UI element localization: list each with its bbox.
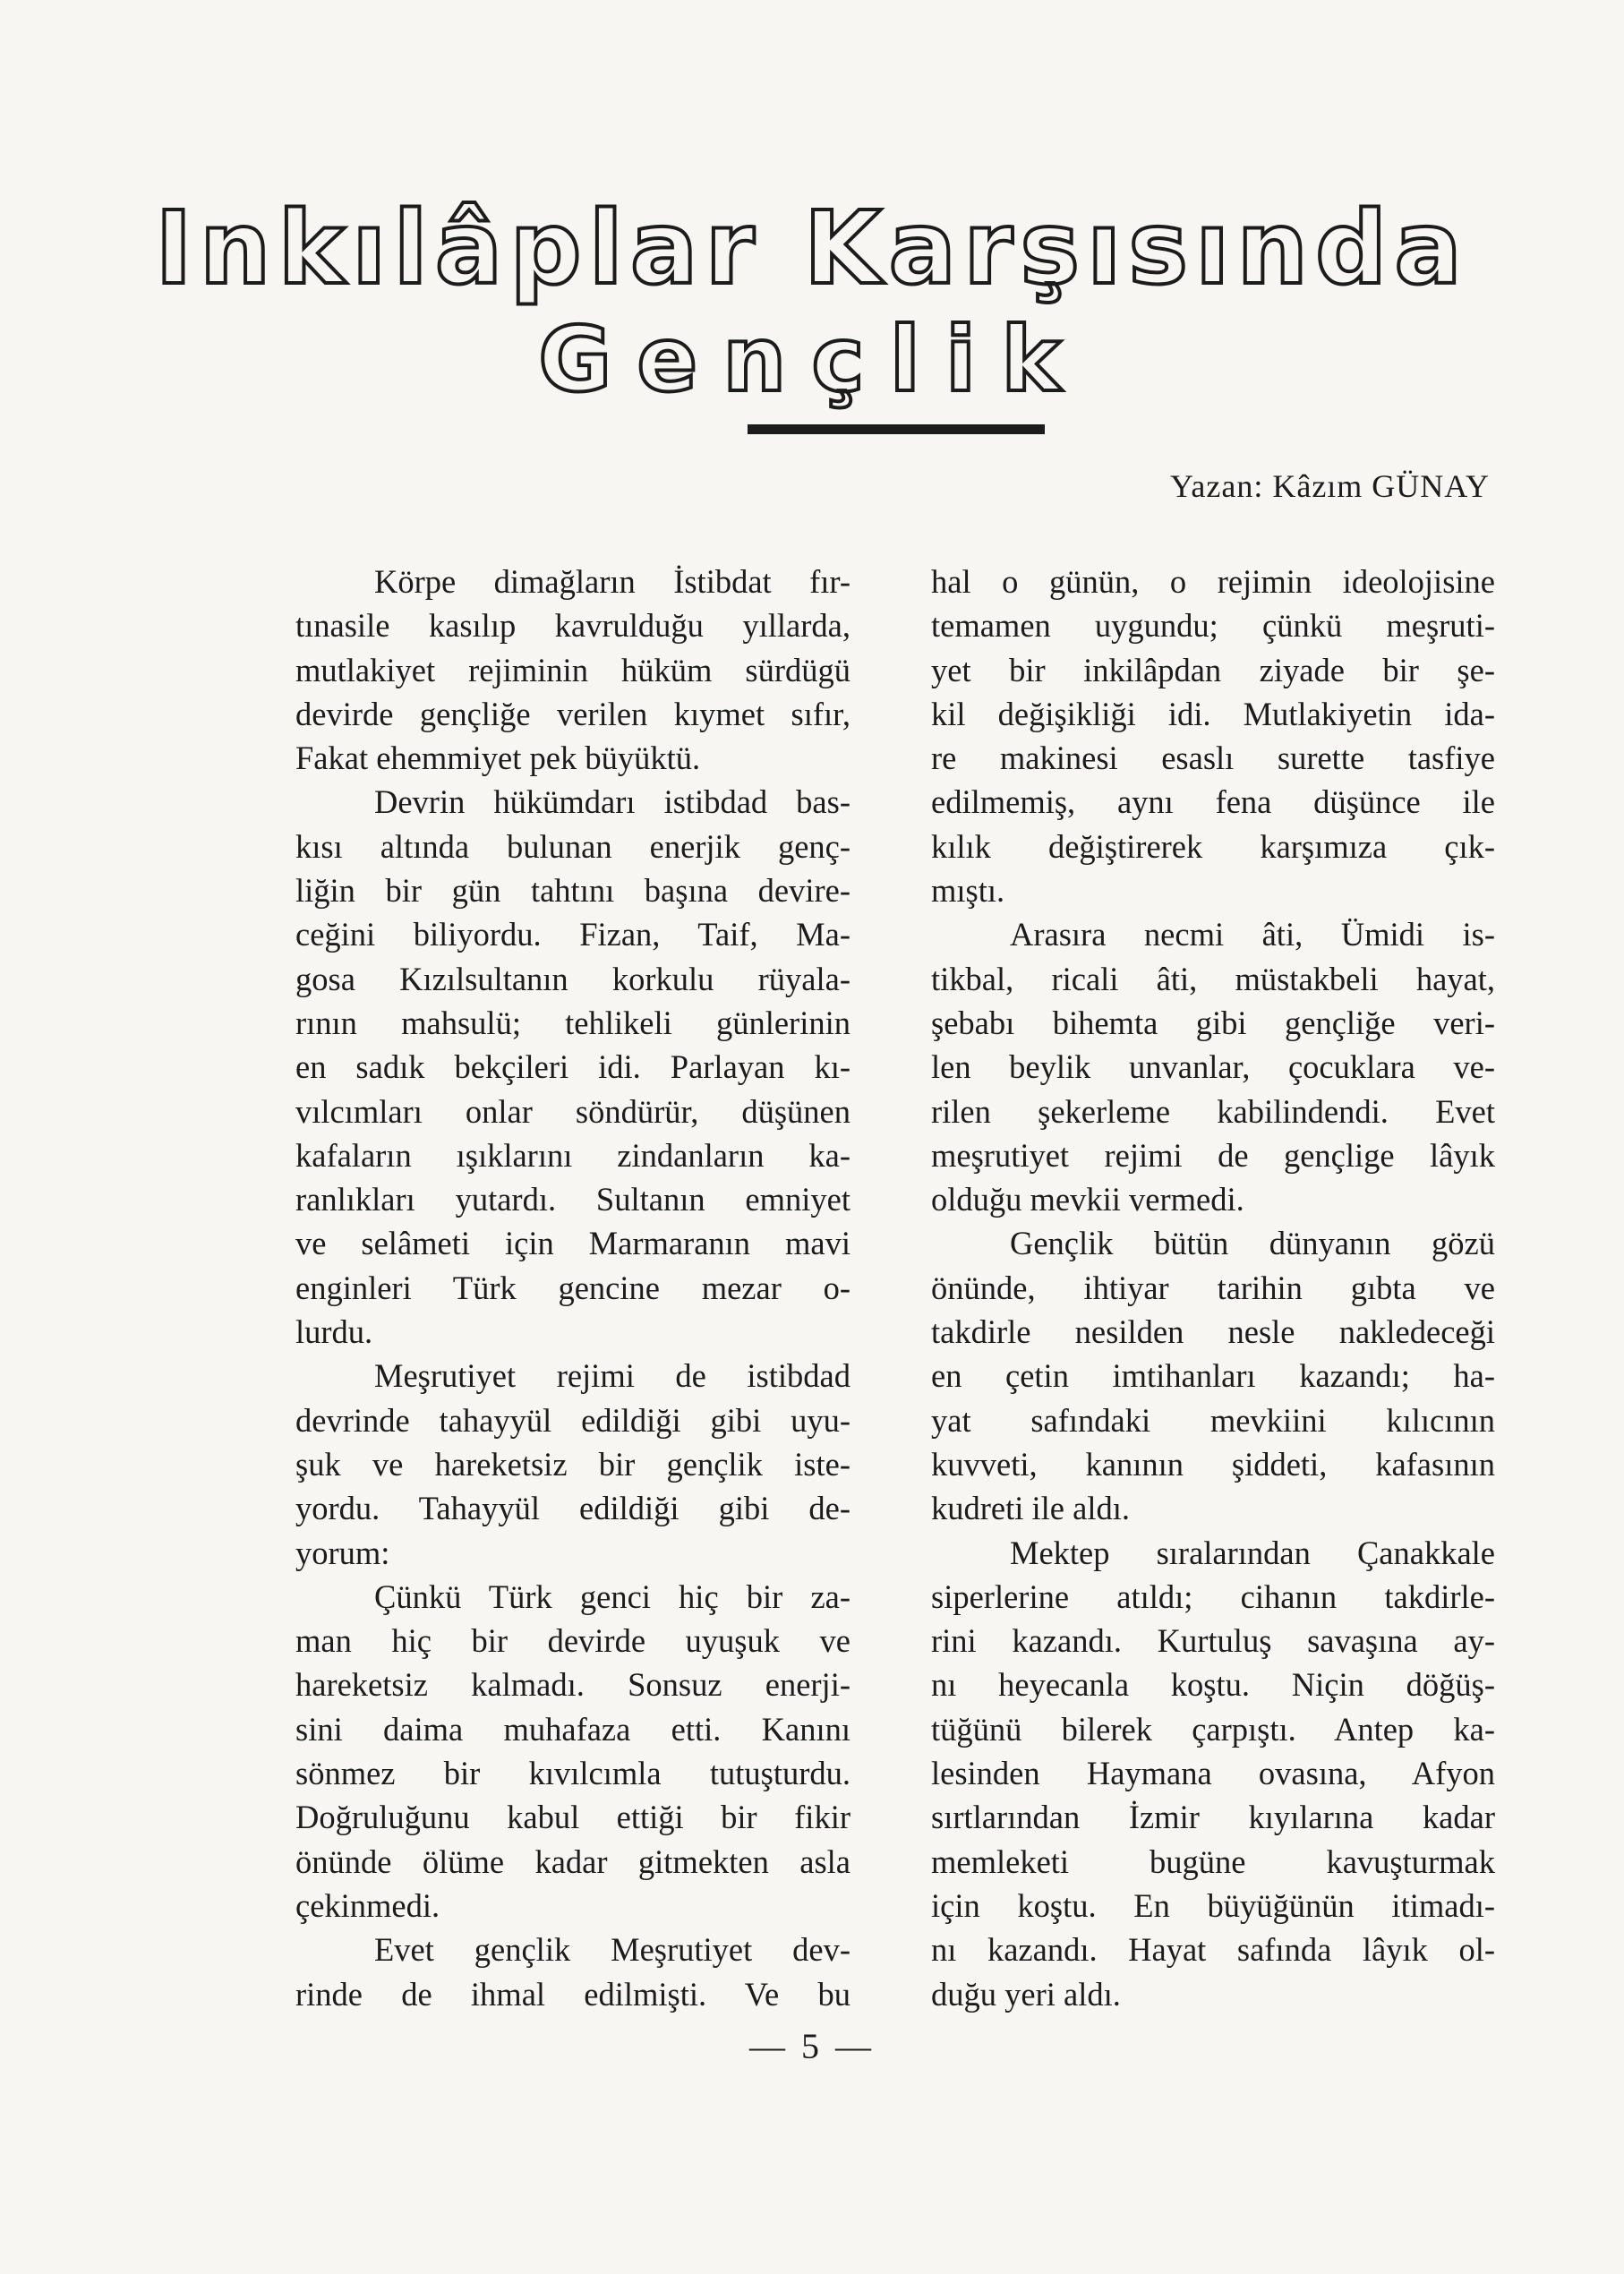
text-line: önünde ölüme kadar gitmekten asla	[295, 1842, 850, 1880]
text-line: edilmemiş, aynı fena düşünce ile	[931, 783, 1495, 821]
text-line: Körpe dimağların İstibdat fır-	[374, 563, 850, 600]
text-line: önünde, ihtiyar tarihin gıbta ve	[931, 1269, 1495, 1306]
text-line: Çünkü Türk genci hiç bir za-	[374, 1577, 850, 1615]
text-line: kısı altında bulunan enerjik genç-	[295, 827, 850, 865]
text-line: en sadık bekçileri idi. Parlayan kı-	[295, 1048, 850, 1086]
text-line: çekinmedi.	[295, 1886, 440, 1924]
text-line: hareketsiz kalmadı. Sonsuz enerji-	[295, 1666, 850, 1704]
text-line: tınasile kasılıp kavrulduğu yıllarda,	[295, 607, 850, 645]
text-line: ranlıkları yutardı. Sultanın emniyet	[295, 1181, 850, 1218]
text-line: rının mahsulü; tehlikeli günlerinin	[295, 1004, 850, 1041]
text-line: Arasıra necmi âti, Ümidi is-	[1010, 916, 1495, 953]
text-line: olduğu mevkii vermedi.	[931, 1181, 1244, 1218]
text-line: meşrutiyet rejimi de gençlige lâyık	[931, 1136, 1495, 1174]
text-line: yordu. Tahayyül edildiği gibi de-	[295, 1490, 850, 1527]
text-line: rilen şekerleme kabilindendi. Evet	[931, 1092, 1495, 1130]
text-line: devrinde tahayyül edildiği gibi uyu-	[295, 1401, 850, 1439]
text-line: Mektep sıralarından Çanakkale	[1010, 1534, 1495, 1571]
text-line: vılcımları onlar söndürür, düşünen	[295, 1092, 850, 1130]
text-line: kılık değiştirerek karşımıza çık-	[931, 827, 1495, 865]
text-line: Evet gençlik Meşrutiyet dev-	[374, 1931, 850, 1969]
text-line: yat safındaki mevkiini kılıcının	[931, 1401, 1495, 1439]
text-line: siperlerine atıldı; cihanın takdirle-	[931, 1577, 1495, 1615]
text-line: re makinesi esaslı surette tasfiye	[931, 739, 1495, 777]
text-line: en çetin imtihanları kazandı; ha-	[931, 1357, 1495, 1395]
text-line: sönmez bir kıvılcımla tutuşturdu.	[295, 1755, 850, 1792]
text-line: nı kazandı. Hayat safında lâyık ol-	[931, 1931, 1495, 1969]
text-line: mıştı.	[931, 872, 1005, 910]
page-number: — 5 —	[749, 2026, 875, 2066]
title-line-2: Gençlik	[538, 307, 1086, 412]
text-line: man hiç bir devirde uyuşuk ve	[295, 1622, 850, 1660]
text-line: len beylik unvanlar, çocuklara ve-	[931, 1048, 1495, 1086]
text-line: rini kazandı. Kurtuluş savaşına ay-	[931, 1622, 1495, 1660]
right-column	[931, 560, 1495, 2016]
text-line: kil değişikliği idi. Mutlakiyetin ida-	[931, 695, 1495, 732]
text-line: ve selâmeti için Marmaranın mavi	[295, 1225, 850, 1262]
text-line: mutlakiyet rejiminin hüküm sürdügü	[295, 651, 850, 688]
text-line: Gençlik bütün dünyanın gözü	[1010, 1225, 1495, 1262]
text-line: rinde de ihmal edilmişti. Ve bu	[295, 1975, 850, 2013]
text-line: Devrin hükümdarı istibdad bas-	[374, 783, 850, 821]
text-line: şebabı bihemta gibi gençliğe veri-	[931, 1004, 1495, 1041]
byline: Yazan: Kâzım GÜNAY	[1170, 468, 1490, 504]
text-line: sini daima muhafaza etti. Kanını	[295, 1710, 850, 1748]
text-line: Meşrutiyet rejimi de istibdad	[374, 1357, 850, 1395]
text-line: nı heyecanla koştu. Niçin döğüş-	[931, 1666, 1495, 1704]
text-line: kudreti ile aldı.	[931, 1490, 1130, 1527]
text-line: temamen uygundu; çünkü meşruti-	[931, 607, 1495, 645]
text-line: ceğini biliyordu. Fizan, Taif, Ma-	[295, 916, 850, 953]
text-line: yet bir inkilâpdan ziyade bir şe-	[931, 651, 1495, 688]
title-line-1: Inkılâplar Karşısında	[155, 191, 1469, 307]
text-line: liğin bir gün tahtını başına devire-	[295, 872, 850, 910]
text-line: tikbal, ricali âti, müstakbeli hayat,	[931, 960, 1495, 997]
text-line: kuvveti, kanının şiddeti, kafasının	[931, 1445, 1495, 1483]
text-line: memleketi bugüne kavuşturmak	[931, 1842, 1495, 1880]
text-line: Doğruluğunu kabul ettiği bir fikir	[295, 1799, 850, 1836]
text-line: kafaların ışıklarını zindanların ka-	[295, 1136, 850, 1174]
text-line: lesinden Haymana ovasına, Afyon	[931, 1755, 1495, 1792]
text-line: gosa Kızılsultanın korkulu rüyala-	[295, 960, 850, 997]
text-line: lurdu.	[295, 1313, 373, 1351]
text-line: tüğünü bilerek çarpıştı. Antep ka-	[931, 1710, 1495, 1748]
title-rule	[748, 424, 1045, 434]
text-line: duğu yeri aldı.	[931, 1975, 1121, 2013]
text-line: takdirle nesilden nesle nakledeceği	[931, 1313, 1495, 1351]
text-line: için koştu. En büyüğünün itimadı-	[931, 1886, 1495, 1924]
text-line: hal o günün, o rejimin ideolojisine	[931, 563, 1495, 600]
text-line: Fakat ehemmiyet pek büyüktü.	[295, 739, 701, 777]
left-column	[295, 560, 850, 2016]
text-line: devirde gençliğe verilen kıymet sıfır,	[295, 695, 850, 732]
text-line: enginleri Türk gencine mezar o-	[295, 1269, 850, 1306]
text-line: sırtlarından İzmir kıyılarına kadar	[931, 1799, 1495, 1836]
text-line: yorum:	[295, 1534, 390, 1571]
text-line: şuk ve hareketsiz bir gençlik iste-	[295, 1445, 850, 1483]
